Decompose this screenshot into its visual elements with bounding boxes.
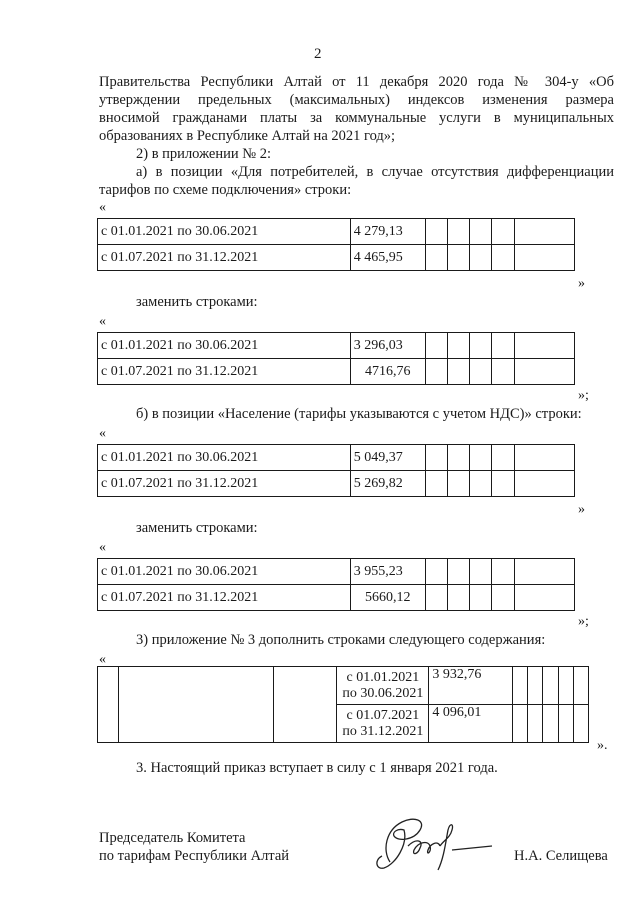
close-quote-dot: ». (597, 738, 608, 753)
item-2-heading: 2) в приложении № 2: (136, 146, 271, 162)
period-line: с 01.07.2021 (346, 707, 420, 723)
period-cell: с 01.01.2021 по 30.06.2021 (98, 219, 351, 245)
signatory-name: Н.А. Селищева (514, 848, 608, 864)
table-row (98, 359, 575, 385)
empty-cell (514, 245, 574, 271)
open-quote: « (99, 314, 106, 329)
intro-line: образованиях в Республике Алтай на 2021 год»; (99, 128, 396, 144)
empty-cell (273, 667, 337, 743)
table-row (98, 585, 575, 611)
table-row (98, 245, 575, 271)
period-line: по 30.06.2021 (342, 685, 424, 701)
empty-cell (514, 333, 574, 359)
value-cell: 4 279,13 (350, 219, 425, 245)
period-cell: с 01.07.2021 по 31.12.2021 (98, 471, 351, 497)
value-cell: 4 096,01 (429, 705, 513, 743)
empty-cell (514, 471, 574, 497)
value-cell: 3 296,03 (350, 333, 425, 359)
item-b-heading: б) в позиции «Население (тарифы указываются с учетом НДС)» строки: (136, 406, 582, 422)
empty-cell (492, 333, 514, 359)
empty-cell (425, 245, 447, 271)
open-quote: « (99, 540, 106, 555)
table-row (98, 667, 589, 705)
empty-cell (514, 559, 574, 585)
item-3-heading: 3) приложение № 3 дополнить строками следующего содержания: (136, 632, 546, 648)
empty-cell (492, 219, 514, 245)
intro-line: утверждении предельных (максимальных) индексов изменения размера (99, 92, 614, 108)
replace-label: заменить строками: (136, 520, 258, 536)
value-cell: 5 049,37 (350, 445, 425, 471)
empty-cell (470, 359, 492, 385)
empty-cell (492, 559, 514, 585)
table-row (98, 559, 575, 585)
empty-cell (492, 585, 514, 611)
close-quote: » (578, 502, 585, 517)
table-b-old (97, 444, 575, 497)
empty-cell (573, 705, 588, 743)
item-3-final: 3. Настоящий приказ вступает в силу с 1 января 2021 года. (136, 760, 498, 776)
table-row (98, 219, 575, 245)
empty-cell (528, 705, 543, 743)
period-cell (337, 667, 429, 705)
empty-cell (470, 559, 492, 585)
signatory-title-line: Председатель Комитета (99, 830, 246, 846)
handwritten-signature (368, 800, 498, 880)
value-cell: 5660,12 (350, 585, 425, 611)
empty-cell (448, 333, 470, 359)
empty-cell (448, 585, 470, 611)
empty-cell (470, 219, 492, 245)
empty-cell (425, 219, 447, 245)
empty-cell (543, 667, 558, 705)
open-quote: « (99, 652, 106, 667)
empty-cell (119, 667, 274, 743)
empty-cell (448, 471, 470, 497)
table-3 (97, 666, 589, 743)
page-number: 2 (314, 46, 322, 62)
replace-label: заменить строками: (136, 294, 258, 310)
empty-cell (425, 445, 447, 471)
value-cell: 5 269,82 (350, 471, 425, 497)
empty-cell (448, 445, 470, 471)
empty-cell (514, 445, 574, 471)
period-cell: с 01.01.2021 по 30.06.2021 (98, 445, 351, 471)
table-a-old (97, 218, 575, 271)
empty-cell (448, 559, 470, 585)
item-a-line: тарифов по схеме подключения» строки: (99, 182, 352, 198)
open-quote: « (99, 200, 106, 215)
empty-cell (513, 705, 528, 743)
empty-cell (492, 245, 514, 271)
empty-cell (492, 471, 514, 497)
intro-line: Правительства Республики Алтай от 11 декабря 2020 года № 304-у «Об (99, 74, 614, 90)
empty-cell (573, 667, 588, 705)
close-quote: » (578, 276, 585, 291)
empty-cell (470, 333, 492, 359)
empty-cell (425, 333, 447, 359)
empty-cell (558, 667, 573, 705)
period-cell: с 01.07.2021 по 31.12.2021 (98, 585, 351, 611)
period-line: с 01.01.2021 (346, 669, 420, 685)
empty-cell (513, 667, 528, 705)
empty-cell (470, 445, 492, 471)
period-cell: с 01.01.2021 по 30.06.2021 (98, 333, 351, 359)
empty-cell (470, 585, 492, 611)
empty-cell (448, 219, 470, 245)
empty-cell (470, 245, 492, 271)
period-cell (337, 705, 429, 743)
empty-cell (425, 359, 447, 385)
empty-cell (448, 359, 470, 385)
table-row (98, 445, 575, 471)
table-row (98, 471, 575, 497)
value-cell: 4 465,95 (350, 245, 425, 271)
empty-cell (514, 359, 574, 385)
signatory-title-line: по тарифам Республики Алтай (99, 848, 290, 864)
period-cell: с 01.01.2021 по 30.06.2021 (98, 559, 351, 585)
period-cell: с 01.07.2021 по 31.12.2021 (98, 359, 351, 385)
value-cell: 3 955,23 (350, 559, 425, 585)
empty-cell (543, 705, 558, 743)
empty-cell (470, 471, 492, 497)
empty-cell (528, 667, 543, 705)
empty-cell (558, 705, 573, 743)
period-line: по 31.12.2021 (342, 723, 424, 739)
value-cell: 4716,76 (350, 359, 425, 385)
close-quote-semicolon: »; (578, 614, 589, 629)
period-cell: с 01.07.2021 по 31.12.2021 (98, 245, 351, 271)
value-cell: 3 932,76 (429, 667, 513, 705)
empty-cell (425, 471, 447, 497)
empty-cell (425, 559, 447, 585)
table-row (98, 333, 575, 359)
empty-cell (492, 445, 514, 471)
empty-cell (448, 245, 470, 271)
close-quote-semicolon: »; (578, 388, 589, 403)
empty-cell (98, 667, 119, 743)
item-a-line: а) в позиции «Для потребителей, в случае отсутствия дифференциации (136, 164, 614, 180)
table-b-new (97, 558, 575, 611)
intro-line: вносимой гражданами платы за коммунальные услуги в муниципальных (99, 110, 614, 126)
open-quote: « (99, 426, 106, 441)
empty-cell (514, 219, 574, 245)
empty-cell (514, 585, 574, 611)
table-a-new (97, 332, 575, 385)
empty-cell (492, 359, 514, 385)
empty-cell (425, 585, 447, 611)
